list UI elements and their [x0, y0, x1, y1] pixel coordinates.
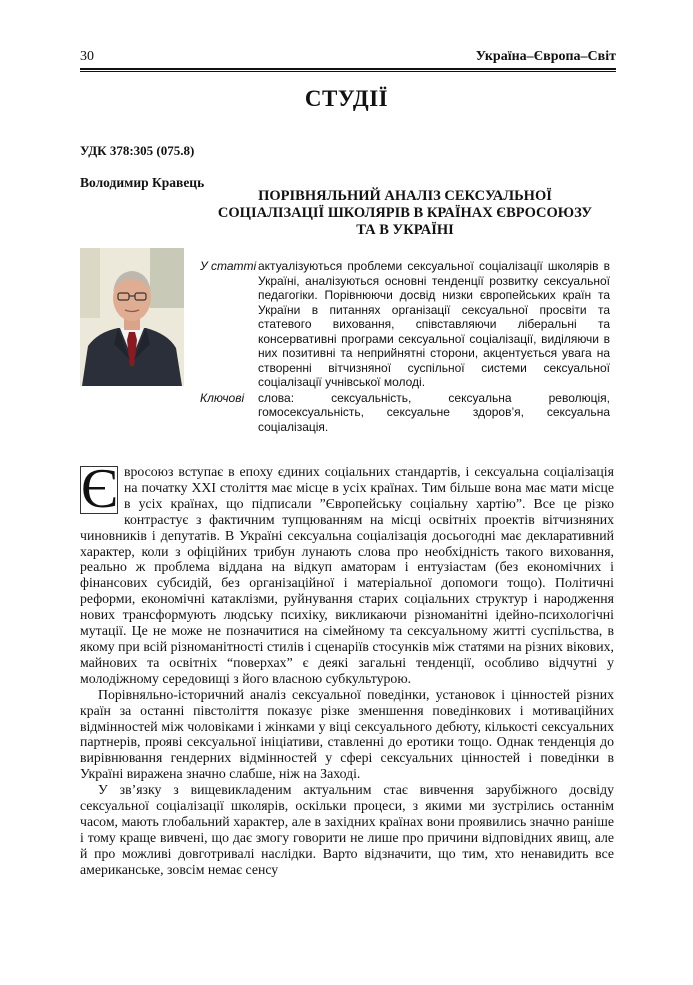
keywords-text: слова: сексуальність, сексуальна революція, гомосексуальність, сексуальне здоров’я, сексуальна соціалізація. [258, 390, 610, 434]
article-title-line: СОЦІАЛІЗАЦІЇ ШКОЛЯРІВ В КРАЇНАХ ЄВРОСОЮЗУ [217, 205, 593, 221]
article-body [80, 458, 614, 878]
udc-code: УДК 378:305 (075.8) [80, 143, 195, 158]
body-paragraph: Порівняльно-історичний аналіз сексуальної поведінки, установок і цінностей різних країн за останні півстоліття показує різке зменшення поведінкових і мотиваційних відмінностей між чоловіками і жінками у віці сексуального дебюту, кількості сексуальних партнерів, прояві сексуальної ініціативи, ставленні до еротики тощо. Однак тенденція до вирівнювання гендерних відмінностей у сфері сексуальних цінностей і поведінки в Україні виражена значно слабше, ніж на Заході. [80, 686, 614, 782]
drop-cap: Є [81, 458, 118, 520]
article-title-line: ТА В УКРАЇНІ [356, 222, 454, 238]
article-title-line: ПОРІВНЯЛЬНИЙ АНАЛІЗ СЕКСУАЛЬНОЇ [258, 188, 552, 204]
author-photo [80, 248, 184, 386]
abstract-paragraph [200, 259, 610, 390]
body-paragraph: У зв’язку з вищевикладеним актуальним стає вивчення зарубіжного досвіду сексуальної соціалізації школярів, оскільки процеси, з якими ми зустрілись останнім часом, мають глобальний характер, але в західних країнах вони проявились значно раніше і тому краще вивчені, що дає змогу говорити не лише про причини відповідних явищ, але й про можливі довготривалі наслідки. Варто відзначити, що тим, хто ненавидить все американське, зовсім немає сенсу [80, 782, 614, 877]
body-paragraph [80, 458, 614, 687]
abstract-text: актуалізуються проблеми сексуальної соціалізації школярів в Україні, аналізуються основні тенденції розвитку сексуальної педагогіки. Порівнюючи досвід низки європейських країн та України в питаннях організації сексуальної просвіти та статевого виховання, співставляючи ліберальні та консервативні програми сексуальної соціалізації, виділяючи в них позитивні та неприйнятні сторони, акцентується увага на створенні вітчизняної суспільної системи сексуальної соціалізації учнівської молоді. [258, 259, 610, 389]
abstract-lead: У статті [200, 259, 257, 273]
abstract [200, 259, 610, 434]
body-paragraph-text: вросоюз вступає в епоху єдиних соціальних стандартів, і сексуальна соціалізація на початку XXI століття має місце в усіх країнах. Тим більше вона має мати місце в усіх країнах, що підписали ”Європейську соціальну хартію”. Все це різко контрастує з фактичним тупцюванням на місці освітніх проектів вітчизняних чиновників і депутатів. В Україні сексуальна соціалізація досьогодні має декларативний характер, коли з офіційних трибун лунають слова про необхідність такого виховання, реально ж проблема віддана на відкуп аматорам і ентузіастам (без економічних і фінансових субсидій, без організаційної і матеріальної допомоги тощо). Політичні реформи, економічні катаклізми, руйнування старих соціальних структур і народження нових трансформують людську психіку, викликаючи різноманітні ідейно-психологічні мутації. Це не може не позначитися на сімейному та сексуальному житті суспільства, в якому при всій різноманітності стилів і сценаріїв стосунків між статями на різних вікових, майнових та освітніх “поверхах” є деякі загальні тенденції, особливо відчутні у молодіжному середовищі з його власною субкультурою. [80, 464, 614, 686]
author-name: Володимир Кравець [80, 175, 205, 190]
keywords-label: Ключові [200, 390, 245, 405]
journal-title: Україна–Європа–Світ [475, 49, 616, 64]
section-title: СТУДІЇ [304, 86, 389, 111]
keywords-paragraph [200, 391, 610, 435]
author-portrait-image [80, 248, 184, 386]
article-title [190, 188, 620, 239]
header-rule [80, 68, 616, 72]
page-number: 30 [80, 49, 94, 64]
